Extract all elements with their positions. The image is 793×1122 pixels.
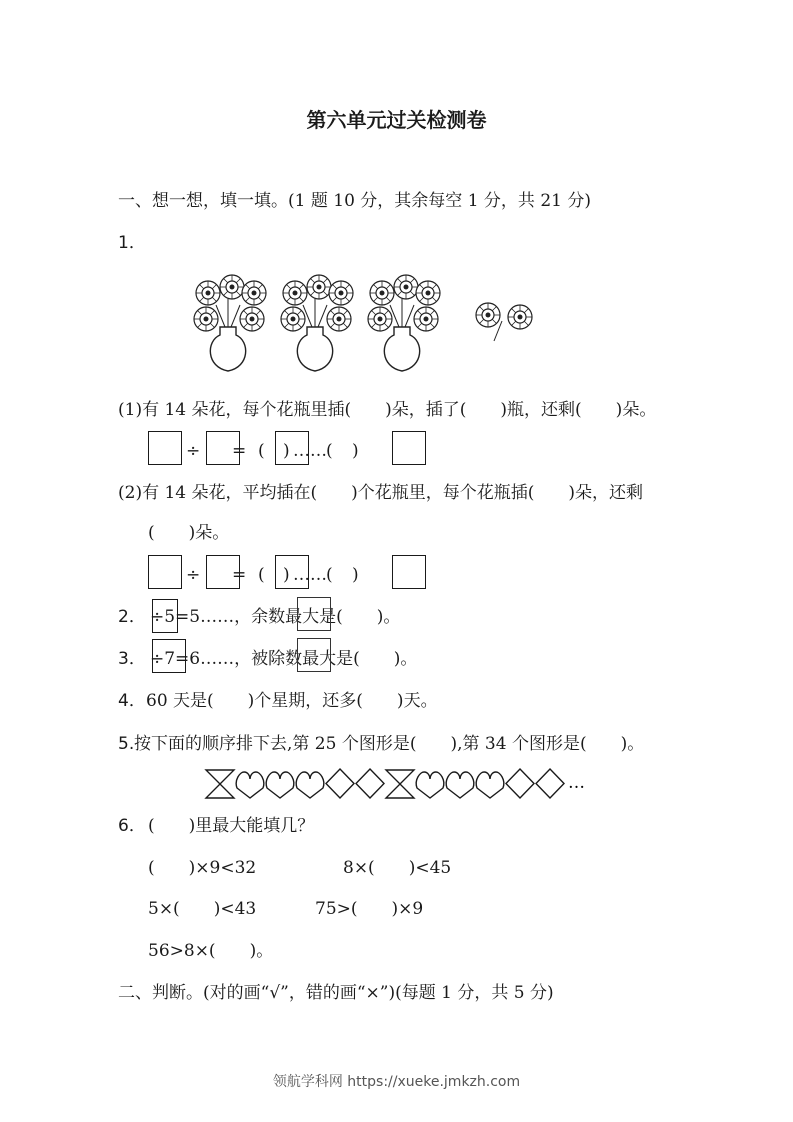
paren-close: ) (352, 441, 359, 461)
answer-box[interactable] (392, 555, 426, 589)
q6-label: 6． (118, 816, 146, 836)
footer-watermark: 领航学科网 https://xueke.jmkzh.com (272, 1074, 521, 1090)
sunflower-vases-illustration (190, 275, 550, 375)
section2-heading: 二、判断。(对的画“√”，错的画“×”)(每题 1 分，共 5 分) (118, 983, 554, 1003)
diamond-shape (536, 769, 564, 798)
answer-box-overlay (297, 597, 331, 631)
hourglass-shape (206, 770, 234, 798)
equals-sign: = (232, 565, 247, 585)
q6-row1-a: ( )×9<32 (148, 858, 257, 878)
q6-row2-a: 5×( )<43 (148, 899, 257, 919)
q1-sub2-text-a: (2)有 14 朵花，平均插在( )个花瓶里，每个花瓶插( )朵，还剩 (118, 483, 644, 503)
paren-close: ) (283, 441, 290, 461)
q5-label: 5. (118, 734, 135, 754)
remainder-dots: …… (293, 441, 327, 461)
paren-open: ( (258, 565, 265, 585)
answer-box[interactable] (148, 555, 182, 589)
q4-text: 60 天是( )个星期，还多( )天。 (146, 691, 438, 711)
equals-sign: = (232, 441, 247, 461)
paren-close: ) (352, 565, 359, 585)
answer-box[interactable] (392, 431, 426, 465)
heart-shape (416, 772, 444, 798)
q4-label: 4． (118, 691, 146, 711)
heart-shape (266, 772, 294, 798)
diamond-shape (326, 769, 354, 798)
q5-text: 按下面的顺序排下去,第 25 个图形是( ),第 34 个图形是( )。 (134, 734, 645, 754)
q6-row3-a: 56>8×( )。 (148, 941, 274, 961)
q3-text: ÷7=6……，被除数最大是( )。 (150, 649, 418, 669)
heart-shape (296, 772, 324, 798)
remainder-dots: …… (293, 565, 327, 585)
section1-heading: 一、想一想，填一填。(1 题 10 分，其余每空 1 分，共 21 分) (118, 191, 591, 211)
shape-pattern (204, 766, 584, 802)
paren-close: ) (283, 565, 290, 585)
paren-open: ( (258, 441, 265, 461)
pattern-ellipsis: … (568, 773, 585, 793)
q6-row1-b: 8×( )<45 (343, 858, 452, 878)
heart-shape (236, 772, 264, 798)
heart-shape (446, 772, 474, 798)
page-title: 第六单元过关检测卷 (306, 108, 487, 132)
hourglass-shape (386, 770, 414, 798)
div-sign: ÷ (186, 565, 201, 585)
q1-sub2-text-b: ( )朵。 (148, 523, 230, 543)
q1-sub1-text: (1)有 14 朵花，每个花瓶里插( )朵，插了( )瓶，还剩( )朵。 (118, 400, 657, 420)
q2-text: ÷5=5……，余数最大是( )。 (150, 607, 401, 627)
paren-open: ( (326, 441, 333, 461)
q6-text: ( )里最大能填几？ (148, 816, 315, 836)
answer-box-overlay (297, 638, 331, 672)
answer-box[interactable] (148, 431, 182, 465)
diamond-shape (356, 769, 384, 798)
q2-label: 2． (118, 607, 146, 627)
div-sign: ÷ (186, 441, 201, 461)
q6-row2-b: 75>( )×9 (315, 899, 424, 919)
diamond-shape (506, 769, 534, 798)
q3-label: 3． (118, 649, 146, 669)
paren-open: ( (326, 565, 333, 585)
heart-shape (476, 772, 504, 798)
q1-label: 1． (118, 233, 146, 253)
